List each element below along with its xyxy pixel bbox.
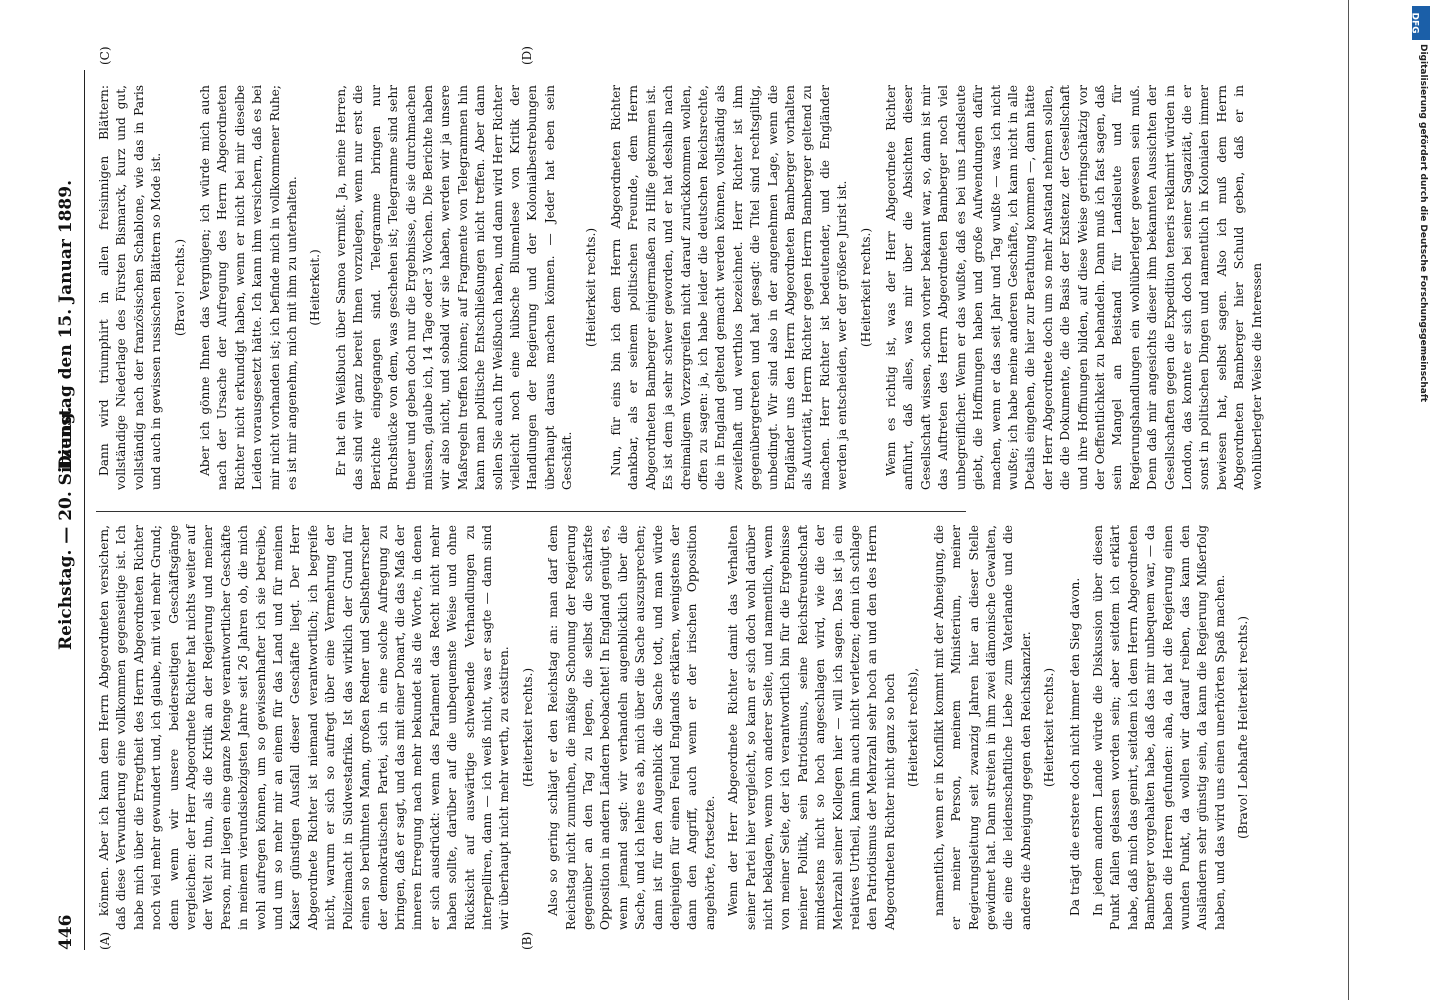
paragraph: können. Aber ich kann dem Herrn Abgeordneten versichern, daß diese Verwunderung eine vollkommen gegenseitige ist. Ich habe mich über die Erregtheit des Herrn Abgeordneten Richter noch viel mehr gewundert und, ich glaube, mit viel mehr Grund; denn wenn wir unsere beiderseitigen Geschäftsgänge vergleichen: der Herr Abgeordnete Richter hat nichts weiter auf der Welt zu thun, als die Kritik an der Regierung und meiner Person, mir liegen eine ganze Menge verantwortlicher Geschäfte in meinem vierundsiebzigsten Jahre seit 26 Jahren ob, die mich wohl aufregen können, um so gewissenhafter ich sie betreibe, und um so mehr mir an einem für das Land und für meinen Kaiser günstigen Ausfall dieser Geschäfte liegt. Der Herr Abgeordnete Richter ist niemand verantwortlich; ich begreife nicht, warum er sich so aufregt über eine Vermehrung der Polizeimacht in Südwestafrika. Ist das wirklich der Grund für einen so berühmten Mann, großen Redner und Selbstherrscher der demokratischen Partei, sich in eine solche Aufregung zu bringen, daß er sagt, und das mit einer Donart, die das Maß der inneren Erregung nach mehr bekundet als die Worte, in denen er sich ausdrückt: wenn das Parlament das Recht nicht mehr haben sollte, darüber auf die unbequemste Weise und ohne Rücksicht auf auswärtige schwebende Verhandlungen zu interpelliren, dann — ich weiß nicht, was er sagte — dann sind wir überhaupt nicht mehr werth, zu existiren. — [97, 525, 512, 930]
paragraph: Da trägt die erstere doch nicht immer den Sieg davon. — [1067, 577, 1082, 916]
stage-direction: (Bravo! Lebhafte Heiterkeit rechts.) — [1236, 616, 1251, 839]
paragraph: Wenn der Herr Abgeordnete Richter damit das Verhalten seiner Partei hier vergleicht, so kann er sich doch wohl darüber nicht beklagen, wenn von anderer Seite, und namentlich, wenn von meiner Seite, der ich verantwortlich bin für die Ergebnisse meiner Politik, sein Patriotismus, seine Reichsfreundschaft mindestens nicht so hoch angeschlagen wird, wie die der Mehrzahl seiner Kollegen hier — will ich sagen. Das ist ja ein relatives Urtheil, kann ihn auch nicht verletzen; denn ich schlage den Patriotismus der Mehrzahl sehr hoch an und den des Herrn Abgeordneten Richter nicht ganz so hoch — [726, 525, 897, 930]
header-rule — [84, 70, 85, 950]
paragraph: Er hat ein Weißbuch über Samoa vermißt. Ja, meine Herren, das sind wir ganz bereit Ihnen vorzulegen, wenn nur erst die Berichte eingegangen sind. Telegramme bringen nur Bruchstücke von dem, was geschehen ist; Telegramme sind sehr theuer und geben doch nur die Ergebnisse, die sie durchmachen müssen, glaube ich, 14 Tage oder 3 Wochen. Die Berichte haben wir also nicht, und sobald wir sie haben, werden wir ja unsere Maßregeln treffen können; auf Fragmente von Telegrammen hin kann man politische Entschließungen nicht treffen. Aber dann sollen Sie auch Ihr Weißbuch haben, und dann wird Herr Richter vielleicht noch eine hübsche Blumenlese von Kritik der Handlungen der Regierung und der Kolonialbestrebungen überhaupt daraus machen können. — Jeder hat eben sein Geschäft. — [333, 85, 575, 490]
dfg-logo — [1409, 6, 1430, 40]
page-number: 446 — [56, 914, 76, 950]
column-divider — [96, 511, 966, 512]
margin-marker-b: (B) — [520, 931, 534, 950]
margin-marker-c: (C) — [98, 46, 112, 65]
page-edge-line — [1348, 0, 1349, 1000]
paragraph: Aber ich gönne Ihnen das Vergnügen; ich würde mich auch nach der Ursache der Aufregung des Herrn Abgeordneten Richter nicht erkundigt haben, wenn er nicht bei mir dieselbe Leiden vorausgesetzt hätte. Ich kann ihm versichern, daß es bei mir nicht vorhanden ist; ich befinde mich in vollkommener Ruhe; es ist mir angenehm, mich mit ihm zu unterhalten. — [198, 85, 300, 490]
dfg-logo-text: DFG — [1409, 12, 1420, 34]
right-column — [96, 85, 1264, 490]
session-date: Dienstag den 15. Januar 1889. — [56, 180, 76, 470]
paragraph: namentlich, wenn er in Konflikt kommt mit der Abneigung, die er meiner Person, meinem Ministerium, meiner Regierungsleitung seit zwanzig Jahren hier an dieser Stelle gewidmet hat. Dann streiten in ihm zwei dämonische Gewalten, die eine die leidenschaftliche Liebe zum Vaterlande und die andere die Abneigung gegen den Reichskanzler. — [931, 525, 1033, 930]
paragraph: In jedem andern Lande würde die Diskussion über diesen Punkt fallen gelassen worden sein; aber seitdem ich erklärt habe, daß mich das genirt, seitdem ich dem Herrn Abgeordneten Bamberger vorgehalten habe, daß das mir unbequem war, — da haben die Herren gefunden: aha, da hat die Regierung einen wunden Punkt, da wollen wir darauf reiben, das kann den Ausländern sehr günstig sein, da kann die Regierung Mißerfolg haben, und das wird uns einen unerhörten Spaß machen. — [1090, 525, 1227, 930]
page-header — [52, 70, 82, 950]
stage-direction: (Heiterkeit rechts.) — [858, 227, 873, 348]
left-column — [96, 525, 1251, 930]
stage-direction: (Heiterkeit rechts.) — [520, 667, 535, 788]
stage-direction: (Bravo! rechts.) — [172, 238, 187, 337]
paragraph: Dann wird triumphirt in allen freisinnigen Blättern: vollständige Niederlage des Fürsten Bismarck, kurz und gut, vollständig nach der französischen Schablone, wie das in Paris und auch in gewissen russischen Blättern so Mode ist. — [97, 85, 164, 490]
stage-direction: (Heiterkeit rechts.) — [1042, 667, 1057, 788]
margin-marker-d: (D) — [520, 46, 534, 65]
margin-marker-a: (A) — [98, 931, 112, 950]
stage-direction: (Heiterkeit rechts.) — [583, 227, 598, 348]
digitization-credit: Digitalisierung gefördert durch die Deutsche Forschungsgemeinschaft — [1418, 44, 1428, 403]
stage-direction: (Heiterkeit rechts), — [906, 667, 921, 788]
paragraph: Also so gering schlägt er den Reichstag an: man darf dem Reichstag nicht zumuthen, die mäßige Schonung der Regierung gegenüber an den Tag zu legen, die selbst die schärfste Opposition in andern Ländern beobachtet! In England genügt es, wenn jemand sagt: wir verhandeln augenblicklich über die Sache, und ich lehne es ab, mich über die Sache auszusprechen; dann ist für den Augenblick die Sache todt, und man würde denjenigen für einen Feind Englands erklären, wenigstens der dann den Angriff, auch wenn er der irischen Opposition angehörte, fortsetzte. — [546, 525, 717, 930]
stage-direction: (Heiterkeit.) — [308, 249, 323, 326]
session-title: Reichstag. — 20. Sitzung. — [56, 406, 76, 650]
paragraph: Wenn es richtig ist, was der Herr Abgeordnete Richter anführt, daß alles, was mir über die Absichten dieser Gesellschaft wissen, schon vorher bekannt war, so, dann ist mir das Auftreten des Herrn Abgeordneten Bamberger noch viel unbegreiflicher. Wenn er das wußte, daß es bei uns Landsleute giebt, die Hoffnungen haben und große Aufwendungen dafür machen, wenn er das seit Jahr und Tag wußte — was ich nicht wußte; ich habe meine anderen Geschäfte, ich kann nicht in alle Details eingehen, die hier zur Berathung kommen —, dann hätte der Herr Abgeordnete doch um so mehr Anstand nehmen sollen, die die Dokumente, die die Basis der Existenz der Gesellschaft und ihre Hoffnungen bilden, auf diese Weise geringschätzig vor der Oeffentlichkeit zu behandeln. Dann muß ich fast sagen, daß sein Mangel an Beistand für Landsleute und für Regierungshandlungen ein wohlüberlegter gewesen sein muß. Denn daß mir angesichts dieser ihm bekannten Aussichten der Gesellschaften gegen die Expedition teneris reklamirt würden in London, das konnte er sich doch bei seiner Sagazität, die er sonst in politischen Dingen und namentlich in Kolonialen immer bewiesen hat, selbst sagen. Also ich muß dem Herrn Abgeordneten Bamberger hier Schuld geben, daß er in wohlüberlegter Weise die Interessen — [884, 85, 1264, 490]
paragraph: Nun, für eins bin ich dem Herrn Abgeordneten Richter dankbar, als er seinem politischen Freunde, dem Herrn Abgeordneten Bamberger einigermaßen zu Hilfe gekommen ist. Es ist dem ja sehr schwer geworden, und er hat deshalb nach dreimaligem Vorzergreifen nicht darauf zurückkommen wollen, offen zu sagen: ja, ich habe leider die deutschen Reichsrechte, die in England geltend gemacht werden können, vollständig als zweifelhaft und werthlos bezeichnet. Herr Richter ist ihm gegenübergetreten und hat gesagt: die Titel sind rechtsgiltig, unbedingt. Wir sind also in der angenehmen Lage, wenn die Engländer uns den Herrn Abgeordneten Bamberger vorhalten als Autorität, Herrn Richter gegen Herrn Bamberger geltend zu machen. Herr Richter ist bedeutender, und die Engländer werden ja entscheiden, wer der größere Jurist ist. — [608, 85, 850, 490]
